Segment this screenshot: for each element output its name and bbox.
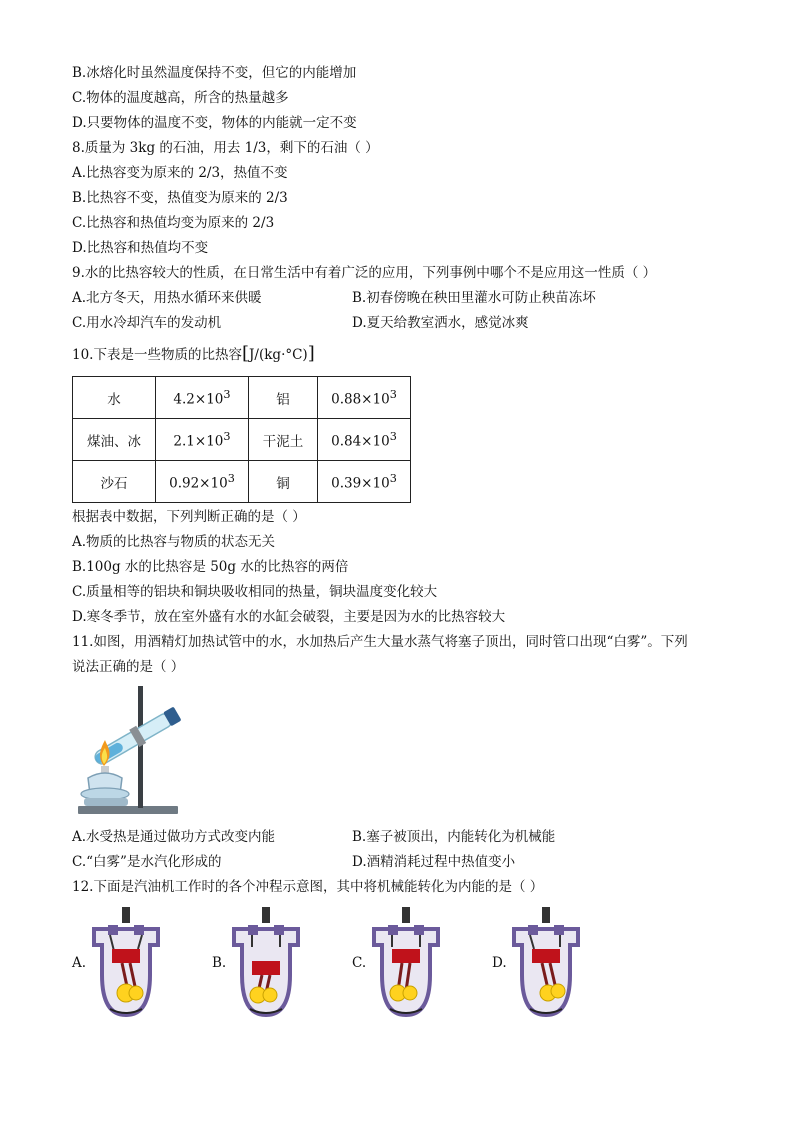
- engine-b-label: B.: [212, 955, 227, 971]
- test-tube-heating-figure: [74, 682, 204, 818]
- q12-stem: 12.下面是汽油机工作时的各个冲程示意图，其中将机械能转化为内能的是（ ）: [72, 879, 544, 895]
- specific-heat-table: [72, 376, 411, 503]
- q9-option-b: B.初春傍晚在秧田里灌水可防止秧苗冻坏: [352, 290, 596, 306]
- q7-option-b: B.冰熔化时虽然温度保持不变，但它的内能增加: [72, 65, 357, 81]
- q10-unit: J/(kg·°C): [249, 347, 308, 363]
- engine-stroke-c-diagram: [368, 905, 444, 1021]
- q11-option-d: D.酒精消耗过程中热值变小: [352, 854, 516, 870]
- table-cell: 水: [73, 377, 156, 419]
- q9-stem: 9.水的比热容较大的性质，在日常生活中有着广泛的应用，下列事例中哪个不是应用这一性质（ ）: [72, 265, 657, 281]
- table-cell: 铜: [249, 461, 318, 503]
- q9-option-c: C.用水冷却汽车的发动机: [72, 315, 222, 331]
- q10-stem-line: [72, 345, 315, 364]
- q8-option-c: C.比热容和热值均变为原来的 2/3: [72, 215, 275, 231]
- q11-option-c: C.“白雾”是水汽化形成的: [72, 854, 222, 870]
- q11-stem-line2: 说法正确的是（ ）: [72, 659, 185, 675]
- q10-stem: 10.下表是一些物质的比热容: [72, 347, 242, 363]
- engine-d-label: D.: [492, 955, 507, 971]
- q8-option-d: D.比热容和热值均不变: [72, 240, 209, 256]
- table-cell: 煤油、冰: [73, 419, 156, 461]
- table-cell: $0.39\times 10^3$: [318, 461, 411, 503]
- engine-stroke-d-diagram: [508, 905, 584, 1021]
- q10-option-b: B.100g 水的比热容是 50g 水的比热容的两倍: [72, 559, 349, 575]
- engine-a-label: A.: [72, 955, 87, 971]
- q7-option-c: C.物体的温度越高，所含的热量越多: [72, 90, 289, 106]
- q10-question: 根据表中数据，下列判断正确的是（ ）: [72, 509, 306, 525]
- q10-option-d: D.寒冬季节，放在室外盛有水的水缸会破裂，主要是因为水的比热容较大: [72, 609, 506, 625]
- q8-stem: 8.质量为 3kg 的石油，用去 1/3，剩下的石油（ ）: [72, 140, 379, 156]
- q8-option-b: B.比热容不变，热值变为原来的 2/3: [72, 190, 288, 206]
- q10-option-c: C.质量相等的铝块和铜块吸收相同的热量，铜块温度变化较大: [72, 584, 438, 600]
- engine-c-label: C.: [352, 955, 367, 971]
- q8-option-a: A.比热容变为原来的 2/3，热值不变: [72, 165, 288, 181]
- q11-stem-line1: 11.如图，用酒精灯加热试管中的水，水加热后产生大量水蒸气将塞子顶出，同时管口出现“白雾”。下列: [72, 634, 688, 650]
- table-cell: 干泥土: [249, 419, 318, 461]
- q11-option-b: B.塞子被顶出，内能转化为机械能: [352, 829, 556, 845]
- table-row: [73, 419, 411, 461]
- table-row: [73, 461, 411, 503]
- table-cell: $2.1\times 10^3$: [156, 419, 249, 461]
- table-cell: 铝: [249, 377, 318, 419]
- table-cell: 沙石: [73, 461, 156, 503]
- table-cell: $4.2\times 10^3$: [156, 377, 249, 419]
- q9-option-a: A.北方冬天，用热水循环来供暖: [72, 290, 262, 306]
- engine-stroke-b-diagram: [228, 905, 304, 1021]
- stand-rod: [138, 686, 143, 808]
- q11-option-a: A.水受热是通过做功方式改变内能: [72, 829, 276, 845]
- stand-base: [78, 806, 178, 814]
- unit-right-bracket: ]: [307, 343, 315, 364]
- q10-option-a: A.物质的比热容与物质的状态无关: [72, 534, 276, 550]
- table-row: [73, 377, 411, 419]
- table-cell: $0.84\times 10^3$: [318, 419, 411, 461]
- q7-option-d: D.只要物体的温度不变，物体的内能就一定不变: [72, 115, 357, 131]
- q9-option-d: D.夏天给教室洒水，感觉冰爽: [352, 315, 529, 331]
- engine-stroke-a-diagram: [88, 905, 164, 1021]
- table-cell: $0.92\times 10^3$: [156, 461, 249, 503]
- unit-left-bracket: [: [241, 343, 250, 364]
- table-cell: $0.88\times 10^3$: [318, 377, 411, 419]
